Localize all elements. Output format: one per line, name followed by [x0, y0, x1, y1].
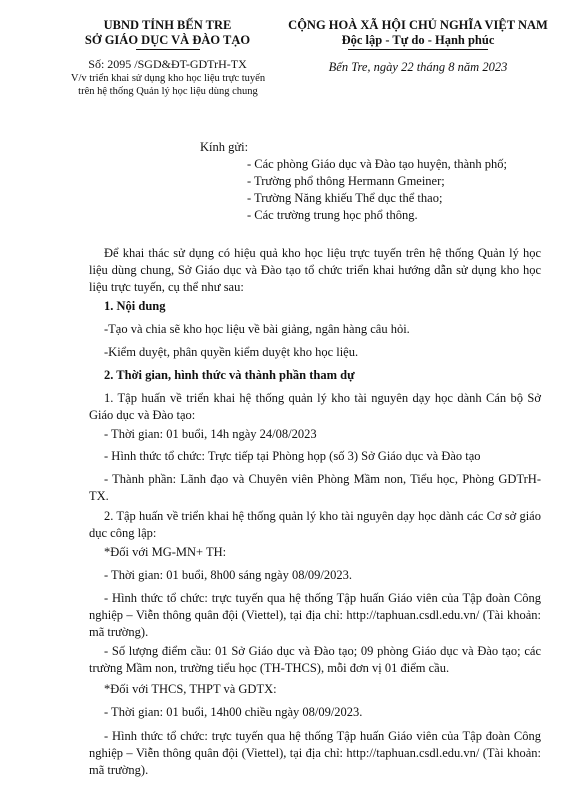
section-1-heading: 1. Nội dung [104, 299, 166, 313]
group-b-time: - Thời gian: 01 buổi, 14h00 chiều ngày 08/09/2023. [104, 705, 363, 719]
group-b-label: *Đối với THCS, THPT và GDTX: [104, 682, 277, 696]
org-line-1: UBND TỈNH BẾN TRE [103, 18, 232, 32]
part-1-time: - Thời gian: 01 buổi, 14h ngày 24/08/2023 [104, 427, 317, 441]
section-1-item: -Kiểm duyệt, phân quyền kiểm duyệt kho học liệu. [104, 345, 359, 359]
issuing-authority [60, 18, 275, 50]
group-a-label: *Đối với MG-MN+ TH: [104, 545, 227, 559]
recipients-label: Kính gửi: [200, 140, 249, 154]
group-a-form: - Hình thức tổ chức: trực tuyến qua hệ thống Tập huấn Giáo viên của Tập đoàn Công nghiệp – Viễn thông quân đội (Viettel), tại địa chỉ: http://taphuan.csdl.edu.vn/ (Tài khoản: mã trường). [89, 591, 541, 639]
part-2-intro: 2. Tập huấn về triển khai hệ thống quản lý kho tài nguyên dạy học dành các Cơ sở giáo dục công lập: [89, 509, 541, 540]
recipient-item: - Trường phổ thông Hermann Gmeiner; [247, 174, 445, 188]
part-1-form: - Hình thức tổ chức: Trực tiếp tại Phòng họp (số 3) Sở Giáo dục và Đào tạo [104, 449, 481, 463]
national-motto: Độc lập - Tự do - Hạnh phúc [341, 33, 495, 47]
recipient-item: - Các phòng Giáo dục và Đào tạo huyện, thành phố; [247, 157, 508, 171]
document-subject: V/v triển khai sử dụng kho học liệu trực tuyến trên hệ thống Quản lý học liệu dùng chung [70, 73, 266, 97]
org-underline [136, 49, 200, 50]
recipient-item: - Các trường trung học phổ thông. [247, 208, 418, 222]
group-b-form: - Hình thức tổ chức: trực tuyến qua hệ thống Tập huấn Giáo viên của Tập đoàn Công nghiệp – Viễn thông quân đội (Viettel), tại địa chỉ: http://taphuan.csdl.edu.vn/ (Tài khoản: mã trường). [89, 729, 541, 777]
document-number: Số: 2095 /SGD&ĐT-GDTrH-TX [88, 57, 247, 71]
part-1-intro: 1. Tập huấn về triển khai hệ thống quản lý kho tài nguyên dạy học dành Cán bộ Sở Giáo dục và Đào tạo: [89, 391, 541, 422]
recipient-item: - Trường Năng khiếu Thể dục thể thao; [247, 191, 443, 205]
motto-underline [348, 49, 488, 50]
nation-title: CỘNG HOÀ XÃ HỘI CHỦ NGHĨA VIỆT NAM [288, 18, 548, 32]
group-a-time: - Thời gian: 01 buổi, 8h00 sáng ngày 08/09/2023. [104, 568, 353, 582]
part-1-members: - Thành phần: Lãnh đạo và Chuyên viên Phòng Mầm non, Tiểu học, Phòng GDTrH-TX. [89, 472, 541, 503]
group-a-points: - Số lượng điểm cầu: 01 Sở Giáo dục và Đào tạo; 09 phòng Giáo dục và Đào tạo; các trường Mầm non, trường tiểu học (TH-THCS), mỗi đơn vị 01 điểm cầu. [89, 644, 541, 675]
national-heading [268, 18, 568, 50]
intro-paragraph: Để khai thác sử dụng có hiệu quả kho học liệu trực tuyến trên hệ thống Quản lý học liệu dùng chung, Sở Giáo dục và Đào tạo tổ chức triển khai hướng dẫn sử dụng kho học liệu trực tuyến, cụ thể như sau: [89, 246, 541, 294]
section-2-heading: 2. Thời gian, hình thức và thành phần tham dự [104, 368, 355, 382]
place-date: Bến Tre, ngày 22 tháng 8 năm 2023 [328, 60, 508, 74]
section-1-item: -Tạo và chia sẽ kho học liệu về bài giảng, ngân hàng câu hỏi. [104, 322, 410, 336]
org-line-2: SỞ GIÁO DỤC VÀ ĐÀO TẠO [84, 33, 251, 47]
